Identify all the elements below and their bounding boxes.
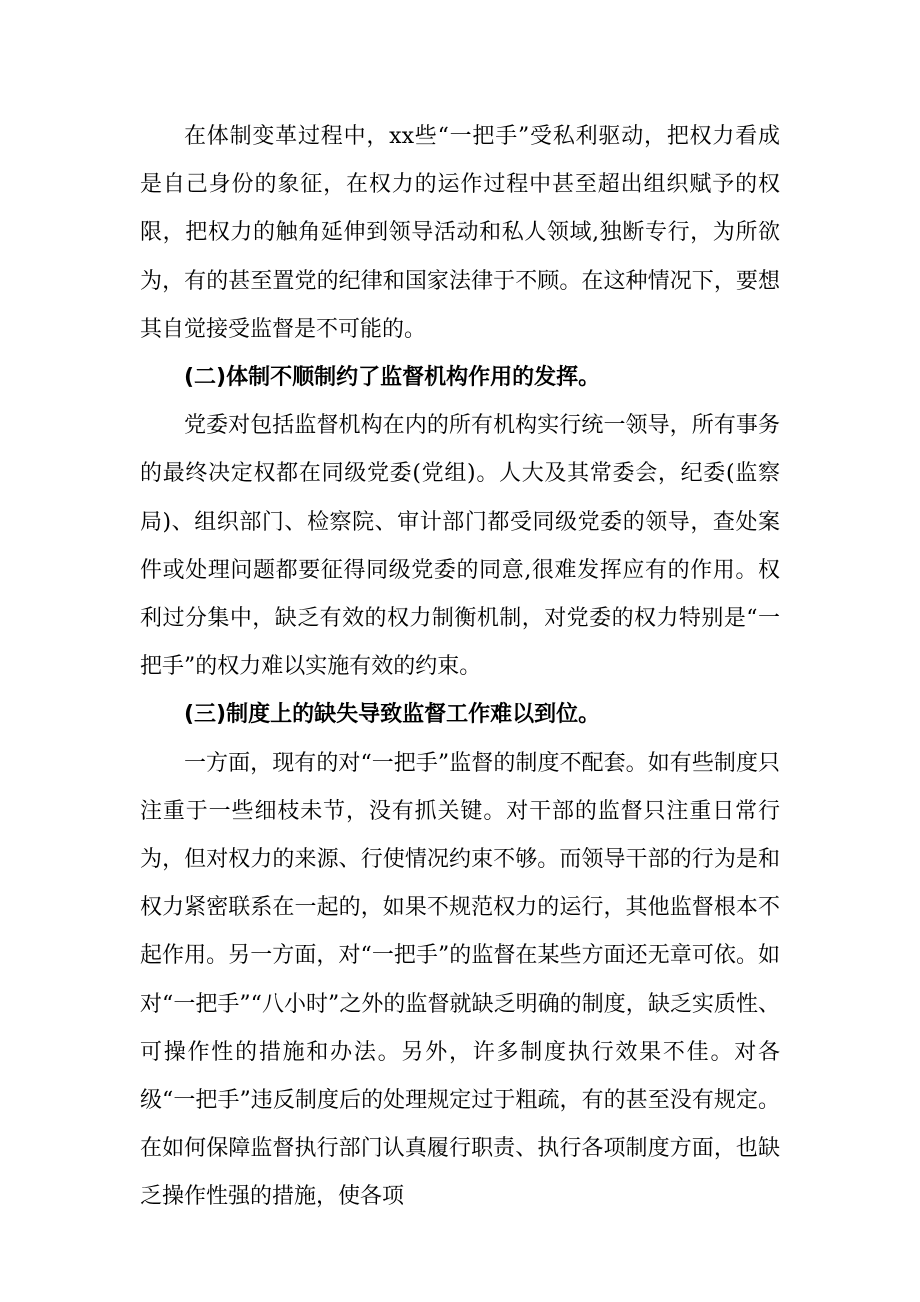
paragraph-body-2: 党委对包括监督机构在内的所有机构实行统一领导，所有事务的最终决定权都在同级党委(党组)。人大及其常委会，纪委(监察局)、组织部门、检察院、审计部门都受同级党委的领导，查处案件或处理问题都要征得同级党委的同意,很难发挥应有的作用。权利过分集中，缺乏有效的权力制衡机制，对党委的权力特别是“一把手”的权力难以实施有效的约束。 (140, 413, 780, 680)
document-page (140, 113, 780, 1222)
section-heading-2: (二)体制不顺制约了监督机构作用的发挥。 (184, 365, 601, 391)
paragraph-body-1: 在体制变革过程中，xx些“一把手”受私利驱动，把权力看成是自己身份的象征，在权力的运作过程中甚至超出组织赋予的权限，把权力的触角延伸到领导活动和私人领域,独断专行，为所欲为，有的甚至置党的纪律和国家法律于不顾。在这种情况下，要想其自觉接受监督是不可能的。 (140, 124, 780, 342)
paragraph-body-3: 一方面，现有的对“一把手”监督的制度不配套。如有些制度只注重于一些细枝未节，没有抓关键。对干部的监督只注重日常行为，但对权力的来源、行使情况约束不够。而领导干部的行为是和权力紧密联系在一起的，如果不规范权力的运行，其他监督根本不起作用。另一方面，对“一把手”的监督在某些方面还无章可依。如对“一把手”“八小时”之外的监督就缺乏明确的制度，缺乏实质性、可操作性的措施和办法。另外，许多制度执行效果不佳。对各级“一把手”违反制度后的处理规定过于粗疏，有的甚至没有规定。在如何保障监督执行部门认真履行职责、执行各项制度方面，也缺乏操作性强的措施，使各项 (140, 750, 780, 1210)
section-heading-3: (三)制度上的缺失导致监督工作难以到位。 (184, 702, 601, 728)
